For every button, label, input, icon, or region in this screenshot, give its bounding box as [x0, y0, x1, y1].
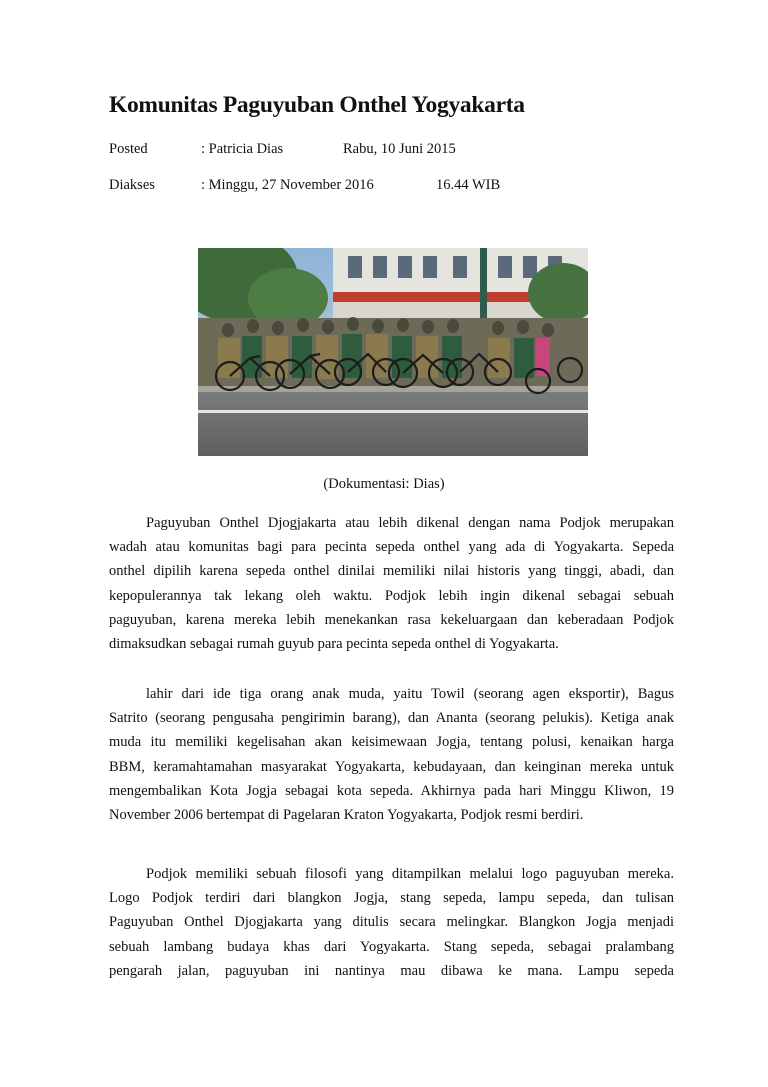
text-line: BBM, keramahtamahan masyarakat Yogyakarta, kebudayaan, dan keinginan mereka untuk	[109, 758, 674, 775]
text-line: lahir dari ide tiga orang anak muda, yaitu Towil (seorang agen eksportir), Bagus	[146, 686, 674, 702]
text-line: Paguyuban Onthel Djogjakarta atau lebih dikenal dengan nama Podjok merupakan	[146, 515, 674, 531]
accessed-label: Diakses	[109, 177, 155, 193]
paragraph-1	[109, 511, 674, 656]
photo-caption: (Dokumentasi: Dias)	[323, 476, 445, 492]
text-line: mengembalikan Kota Jogja sebagai kota sepeda. Akhirnya pada hari Minggu Kliwon, 19	[109, 782, 674, 799]
posted-author: : Patricia Dias	[201, 141, 284, 157]
posted-label: Posted	[109, 141, 148, 157]
text-line: sebuah lambang budaya khas dari Yogyakarta. Stang sepeda, sebagai pralambang	[109, 938, 674, 955]
community-photo	[198, 248, 588, 456]
text-line: Paguyuban Onthel Djogjakarta yang ditulis secara melingkar. Blangkon Jogja menjadi	[109, 914, 674, 931]
text-line: dimaksudkan sebagai rumah guyub para pecinta sepeda onthel di Yogyakarta.	[109, 635, 559, 652]
article-title: Komunitas Paguyuban Onthel Yogyakarta	[109, 92, 525, 118]
text-line: onthel dipilih karena sepeda onthel dinilai memiliki nilai historis yang tinggi, abadi, dan	[109, 563, 674, 580]
accessed-date: : Minggu, 27 November 2016	[201, 177, 374, 193]
text-line: kepopulerannya tak lekang oleh waktu. Podjok lebih ingin dikenal sebagai sebuah	[109, 587, 674, 604]
text-line: muda itu memiliki kegelisahan akan keisimewaan Jogja, tentang polusi, kenaikan harga	[109, 734, 674, 751]
accessed-time: 16.44 WIB	[436, 177, 501, 193]
text-line: Podjok memiliki sebuah filosofi yang ditampilkan melalui logo paguyuban mereka.	[146, 866, 674, 882]
text-line: pengarah jalan, paguyuban ini nantinya mau dibawa ke mana. Lampu sepeda	[109, 962, 674, 979]
text-line: Satrito (seorang pengusaha pengirimin barang), dan Ananta (seorang pelukis). Ketiga anak	[109, 710, 674, 727]
text-line: wadah atau komunitas bagi para pecinta sepeda onthel yang ada di Yogyakarta. Sepeda	[109, 539, 674, 556]
paragraph-2	[109, 682, 674, 827]
text-line: paguyuban, karena mereka lebih menekankan rasa kekeluargaan dan keberadaan Podjok	[109, 611, 674, 628]
text-line: Logo Podjok terdiri dari blangkon Jogja, stang sepeda, lampu sepeda, dan tulisan	[109, 890, 674, 907]
posted-date: Rabu, 10 Juni 2015	[343, 141, 456, 157]
text-line: November 2006 bertempat di Pagelaran Kraton Yogyakarta, Podjok resmi berdiri.	[109, 806, 584, 823]
paragraph-3	[109, 862, 674, 983]
